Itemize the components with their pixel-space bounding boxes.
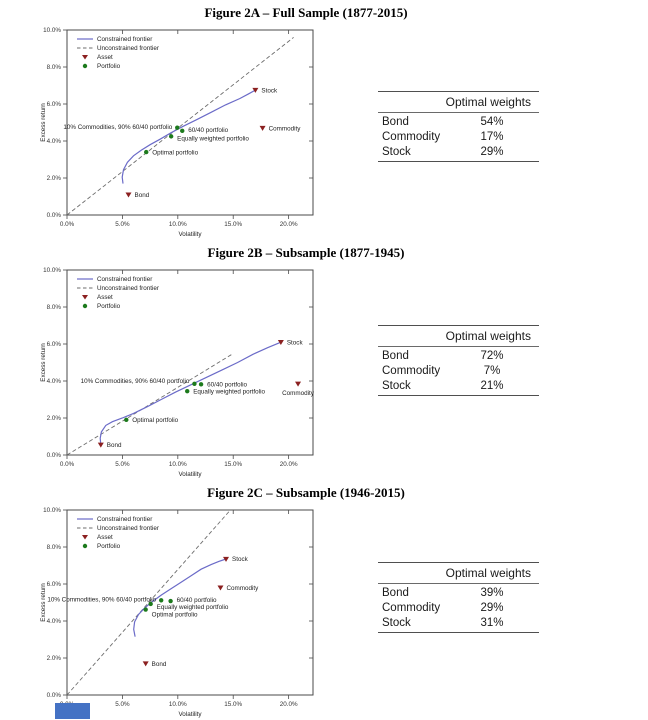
svg-text:Unconstrained frontier: Unconstrained frontier bbox=[97, 45, 159, 53]
svg-text:0.0%: 0.0% bbox=[46, 452, 61, 460]
row-label: Commodity bbox=[382, 131, 441, 143]
row-value: 29% bbox=[480, 602, 504, 614]
table-row bbox=[378, 115, 539, 130]
legend bbox=[77, 36, 159, 70]
optimal-weights-table-2b bbox=[378, 325, 539, 396]
svg-text:8.0%: 8.0% bbox=[46, 64, 61, 72]
svg-text:20.0%: 20.0% bbox=[279, 461, 298, 468]
svg-text:Commodity: Commodity bbox=[226, 584, 259, 592]
svg-text:2.0%: 2.0% bbox=[46, 175, 61, 183]
svg-text:2.0%: 2.0% bbox=[46, 655, 61, 663]
row-label: Stock bbox=[382, 380, 411, 392]
table-row bbox=[378, 364, 539, 379]
svg-text:Optimal portfolio: Optimal portfolio bbox=[151, 611, 198, 619]
svg-text:0.0%: 0.0% bbox=[59, 221, 75, 228]
svg-text:Equally weighted portfolio: Equally weighted portfolio bbox=[177, 135, 249, 143]
svg-text:15.0%: 15.0% bbox=[224, 461, 243, 468]
table-header-optimal-weights: Optimal weights bbox=[378, 563, 539, 584]
table-header-optimal-weights: Optimal weights bbox=[378, 326, 539, 347]
svg-text:5.0%: 5.0% bbox=[115, 221, 130, 228]
svg-text:15.0%: 15.0% bbox=[224, 701, 243, 708]
svg-text:4.0%: 4.0% bbox=[46, 138, 61, 146]
svg-text:8.0%: 8.0% bbox=[46, 544, 61, 552]
table-row bbox=[378, 379, 539, 394]
svg-text:10.0%: 10.0% bbox=[168, 461, 187, 468]
svg-text:10.0%: 10.0% bbox=[43, 267, 61, 275]
svg-text:Constrained frontier: Constrained frontier bbox=[97, 276, 153, 284]
axes bbox=[40, 27, 313, 238]
svg-text:6.0%: 6.0% bbox=[46, 341, 61, 349]
svg-text:0.0%: 0.0% bbox=[46, 692, 61, 700]
svg-text:Unconstrained frontier: Unconstrained frontier bbox=[97, 525, 159, 533]
row-label: Stock bbox=[382, 146, 411, 158]
svg-text:8.0%: 8.0% bbox=[46, 304, 61, 312]
svg-text:Portfolio: Portfolio bbox=[97, 63, 121, 71]
svg-text:Constrained frontier: Constrained frontier bbox=[97, 36, 153, 44]
svg-text:5.0%: 5.0% bbox=[115, 461, 130, 468]
data-points bbox=[63, 87, 301, 199]
svg-text:4.0%: 4.0% bbox=[46, 378, 61, 386]
table-row bbox=[378, 145, 539, 160]
table-row bbox=[378, 349, 539, 364]
frontier-lines bbox=[67, 342, 281, 455]
row-value: 7% bbox=[483, 365, 501, 377]
legend bbox=[77, 516, 159, 550]
table-header-optimal-weights: Optimal weights bbox=[378, 92, 539, 113]
optimal-weights-table-2c bbox=[378, 562, 539, 633]
row-label: Bond bbox=[382, 350, 409, 362]
svg-text:Excess return: Excess return bbox=[40, 103, 47, 142]
table-body bbox=[378, 347, 539, 395]
svg-text:2.0%: 2.0% bbox=[46, 415, 61, 423]
row-value: 29% bbox=[480, 146, 504, 158]
svg-text:Commodity: Commodity bbox=[282, 389, 314, 397]
svg-text:Excess return: Excess return bbox=[40, 583, 47, 622]
blue-highlight-marker bbox=[55, 703, 90, 719]
svg-text:Excess return: Excess return bbox=[40, 343, 47, 382]
row-value: 54% bbox=[480, 116, 504, 128]
svg-text:Stock: Stock bbox=[261, 87, 278, 95]
svg-text:0.0%: 0.0% bbox=[59, 461, 75, 468]
row-value: 72% bbox=[480, 350, 504, 362]
svg-text:5.0%: 5.0% bbox=[115, 701, 130, 708]
svg-text:Portfolio: Portfolio bbox=[97, 543, 121, 551]
svg-text:Equally weighted portfolio: Equally weighted portfolio bbox=[193, 388, 265, 396]
svg-text:Portfolio: Portfolio bbox=[97, 303, 121, 311]
legend bbox=[77, 276, 159, 310]
svg-text:Volatility: Volatility bbox=[178, 231, 202, 238]
svg-text:10% Commodities, 90% 60/40 por: 10% Commodities, 90% 60/40 portfolio bbox=[47, 596, 157, 604]
row-value: 21% bbox=[480, 380, 504, 392]
svg-text:Commodity: Commodity bbox=[268, 125, 301, 133]
svg-text:Asset: Asset bbox=[97, 294, 113, 302]
svg-text:Optimal portfolio: Optimal portfolio bbox=[132, 417, 179, 425]
chart-2c-frontier-plot bbox=[0, 480, 648, 720]
table-body bbox=[378, 584, 539, 632]
svg-text:Stock: Stock bbox=[232, 556, 248, 564]
row-value: 31% bbox=[480, 617, 504, 629]
svg-text:10% Commodities, 90% 60/40 por: 10% Commodities, 90% 60/40 portfolio bbox=[80, 377, 190, 385]
svg-text:15.0%: 15.0% bbox=[224, 221, 243, 228]
svg-text:Asset: Asset bbox=[97, 534, 113, 542]
table-body bbox=[378, 113, 539, 161]
svg-text:60/40 portfolio: 60/40 portfolio bbox=[188, 127, 229, 135]
svg-text:Optimal portfolio: Optimal portfolio bbox=[152, 149, 199, 157]
row-label: Commodity bbox=[382, 365, 441, 377]
figure-2c-title: Figure 2C – Subsample (1946-2015) bbox=[207, 485, 405, 500]
svg-text:10.0%: 10.0% bbox=[43, 507, 61, 515]
svg-text:60/40 portfolio: 60/40 portfolio bbox=[207, 381, 248, 389]
svg-text:Bond: Bond bbox=[106, 442, 122, 450]
optimal-weights-table-2a bbox=[378, 91, 539, 162]
table-row bbox=[378, 130, 539, 145]
svg-text:60/40 portfolio: 60/40 portfolio bbox=[176, 597, 217, 605]
svg-text:20.0%: 20.0% bbox=[279, 221, 298, 228]
figure-2b-block bbox=[0, 240, 648, 480]
svg-text:Bond: Bond bbox=[151, 660, 167, 668]
figure-2b-title: Figure 2B – Subsample (1877-1945) bbox=[207, 245, 405, 260]
svg-text:Equally weighted portfolio: Equally weighted portfolio bbox=[156, 604, 229, 612]
svg-text:Unconstrained frontier: Unconstrained frontier bbox=[97, 285, 159, 293]
svg-text:10.0%: 10.0% bbox=[168, 221, 187, 228]
table-row bbox=[378, 586, 539, 601]
chart-2a-frontier-plot bbox=[0, 0, 648, 240]
svg-text:6.0%: 6.0% bbox=[46, 101, 61, 109]
row-label: Bond bbox=[382, 587, 409, 599]
row-label: Bond bbox=[382, 116, 409, 128]
table-row bbox=[378, 601, 539, 616]
figure-2c-block bbox=[0, 480, 648, 720]
svg-text:4.0%: 4.0% bbox=[46, 618, 61, 626]
data-points bbox=[47, 556, 259, 668]
row-value: 17% bbox=[480, 131, 504, 143]
svg-text:Constrained frontier: Constrained frontier bbox=[97, 516, 153, 524]
svg-text:0.0%: 0.0% bbox=[46, 212, 61, 220]
row-label: Commodity bbox=[382, 602, 441, 614]
svg-text:10.0%: 10.0% bbox=[168, 701, 187, 708]
row-label: Stock bbox=[382, 617, 411, 629]
figure-2a-title: Figure 2A – Full Sample (1877-2015) bbox=[204, 5, 408, 20]
svg-text:10% Commodities, 90% 60/40 por: 10% Commodities, 90% 60/40 portfolio bbox=[63, 123, 173, 131]
table-row bbox=[378, 616, 539, 631]
svg-text:Volatility: Volatility bbox=[178, 471, 202, 478]
figure-2a-block bbox=[0, 0, 648, 240]
svg-text:Asset: Asset bbox=[97, 54, 113, 62]
svg-text:Bond: Bond bbox=[134, 191, 150, 199]
svg-text:10.0%: 10.0% bbox=[43, 27, 61, 35]
data-points bbox=[81, 339, 315, 449]
svg-text:20.0%: 20.0% bbox=[279, 701, 298, 708]
svg-text:Stock: Stock bbox=[286, 339, 303, 347]
svg-text:Volatility: Volatility bbox=[178, 711, 202, 718]
row-value: 39% bbox=[480, 587, 504, 599]
svg-text:6.0%: 6.0% bbox=[46, 581, 61, 589]
chart-2b-frontier-plot bbox=[0, 240, 648, 480]
